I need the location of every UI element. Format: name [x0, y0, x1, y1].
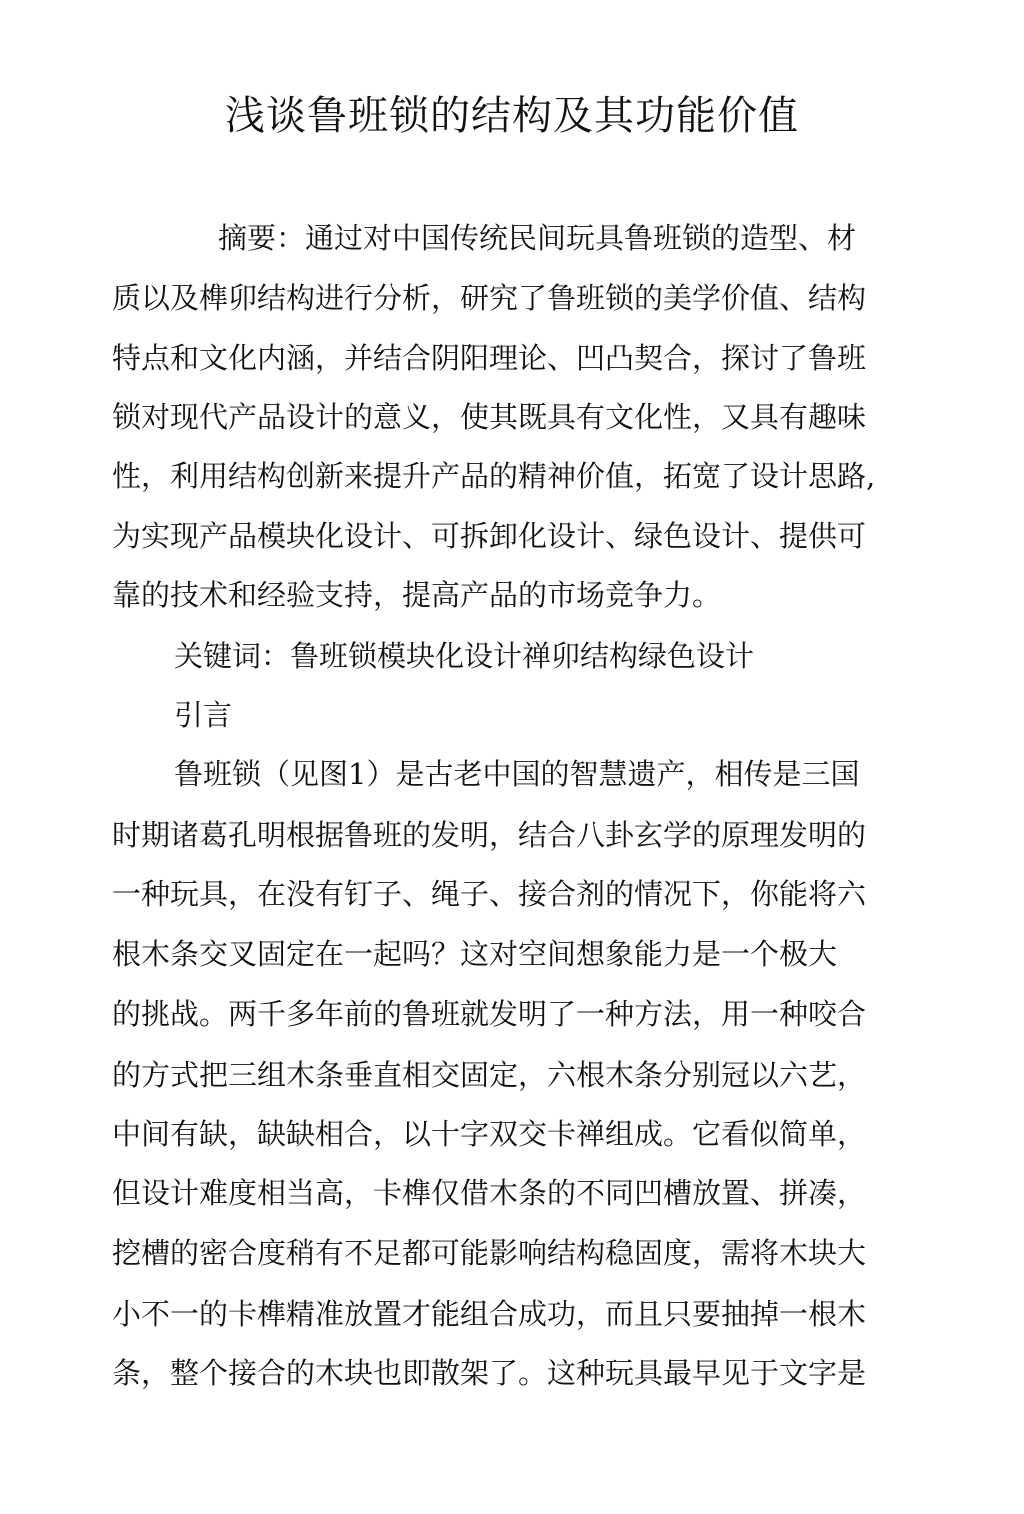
abstract-line: 为实现产品模块化设计、可拆卸化设计、绿色设计、提供可 [112, 519, 867, 553]
body-line: 小不一的卡榫精准放置才能组合成功，而且只要抽掉一根木 [112, 1297, 867, 1331]
abstract-line: 锁对现代产品设计的意义，使其既具有文化性，又具有趣味 [112, 400, 867, 434]
body-line: 根木条交叉固定在一起吗？这对空间想象能力是一个极大 [112, 937, 838, 971]
body-line: 时期诸葛孔明根据鲁班的发明，结合八卦玄学的原理发明的 [112, 818, 867, 852]
body-line: 但设计难度相当高，卡榫仅借木条的不同凹槽放置、拼凑， [112, 1176, 867, 1210]
keywords-line: 关键词：鲁班锁模块化设计禅卯结构绿色设计 [174, 639, 755, 673]
abstract-line: 靠的技术和经验支持，提高产品的市场竞争力。 [112, 578, 722, 612]
document-title: 浅谈鲁班锁的结构及其功能价值 [225, 93, 799, 139]
body-line: 条，整个接合的木块也即散架了。这种玩具最早见于文字是 [112, 1356, 867, 1390]
body-line: 一种玩具，在没有钉子、绳子、接合剂的情况下，你能将六 [112, 877, 867, 911]
abstract-line: 性，利用结构创新来提升产品的精神价值，拓宽了设计思路, [112, 459, 876, 493]
abstract-line: 特点和文化内涵，并结合阴阳理论、凹凸契合，探讨了鲁班 [112, 341, 867, 375]
body-line: 挖槽的密合度稍有不足都可能影响结构稳固度，需将木块大 [112, 1236, 867, 1270]
abstract-line: 摘要：通过对中国传统民间玩具鲁班锁的造型、材 [218, 221, 857, 255]
abstract-line: 质以及榫卯结构进行分析，研究了鲁班锁的美学价值、结构 [112, 281, 867, 315]
section-heading-intro: 引言 [174, 698, 233, 732]
body-line: 鲁班锁（见图1）是古老中国的智慧遗产，相传是三国 [174, 757, 860, 791]
body-line: 中间有缺，缺缺相合，以十字双交卡禅组成。它看似简单， [112, 1117, 867, 1151]
body-line: 的挑战。两千多年前的鲁班就发明了一种方法，用一种咬合 [112, 997, 867, 1031]
body-line: 的方式把三组木条垂直相交固定，六根木条分别冠以六艺， [112, 1058, 867, 1092]
